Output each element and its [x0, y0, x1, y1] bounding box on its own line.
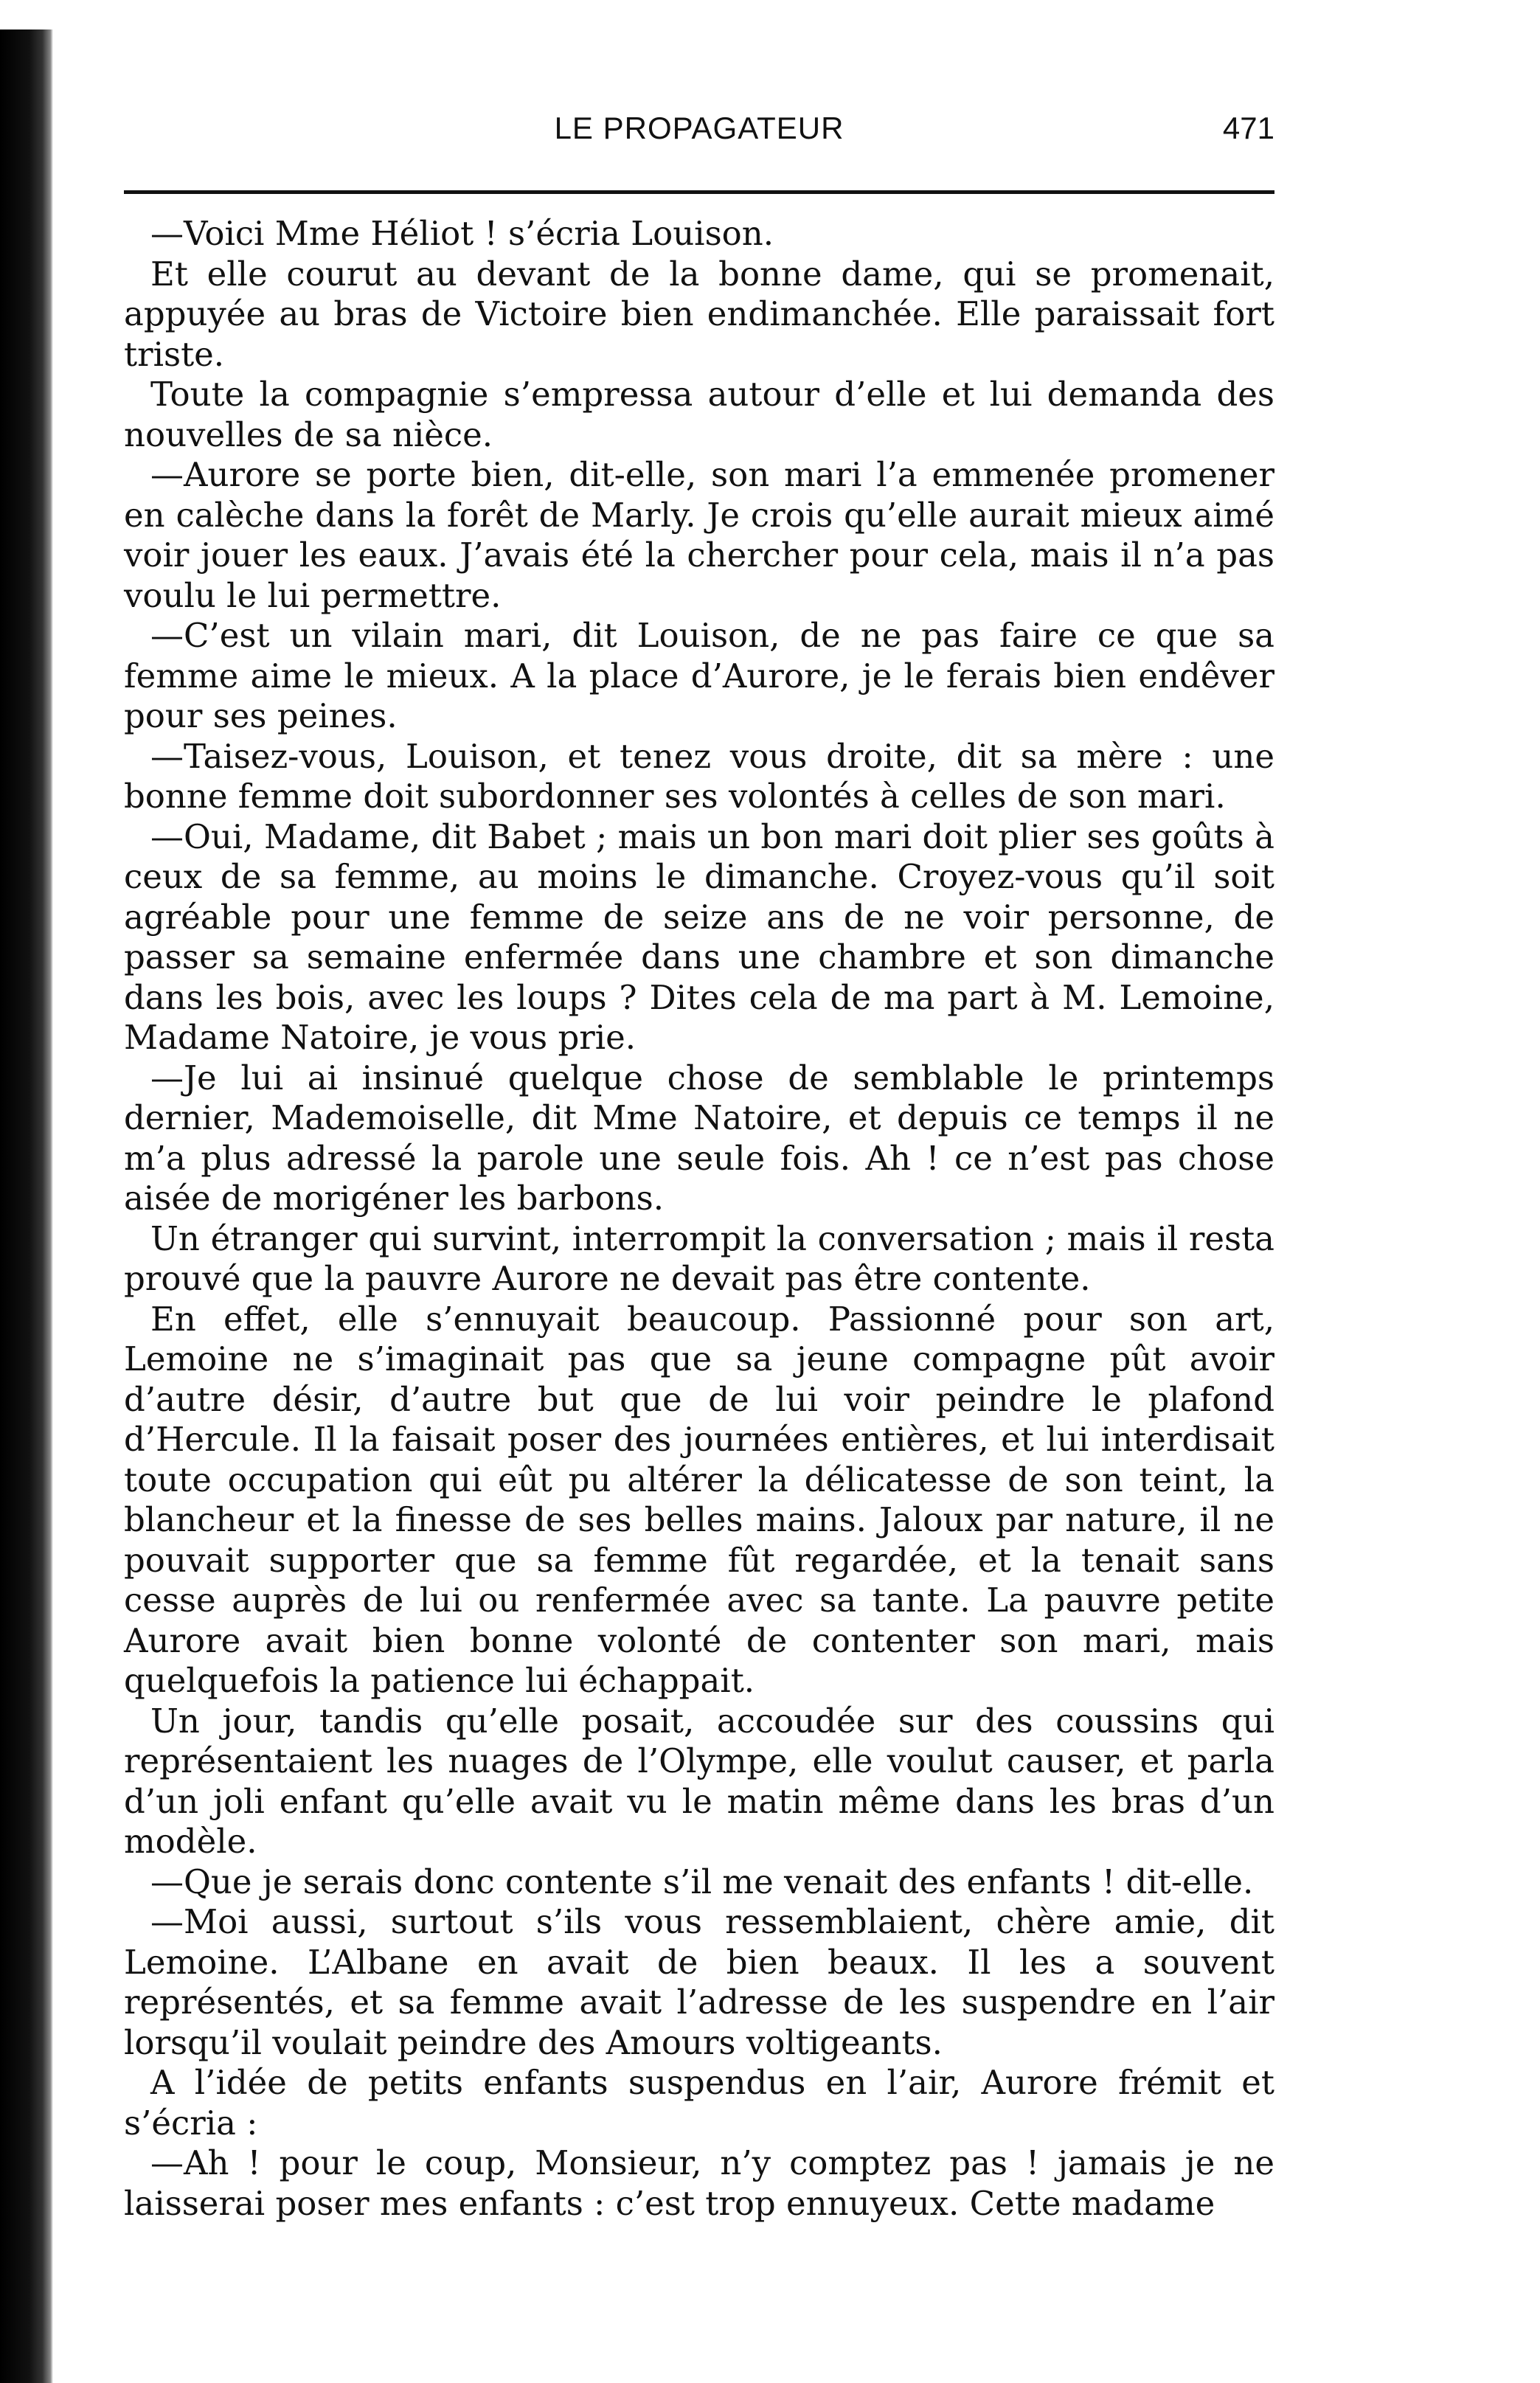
paragraph: Toute la compagnie s’empressa autour d’elle et lui demanda des nouvelles de sa nièce.: [124, 375, 1274, 454]
scan-binding-edge: [0, 0, 53, 2383]
scan-edge-gap: [0, 0, 53, 30]
paragraph: Un jour, tandis qu’elle posait, accoudée sur des coussins qui représentaient les nuages de l’Olympe, elle voulut causer, et parla d’un joli enfant qu’elle avait vu le matin même dans les bras d’un modèle.: [124, 1701, 1274, 1861]
paragraph: —Ah ! pour le coup, Monsieur, n’y comptez pas ! jamais je ne laisserai poser mes enfants : c’est trop ennuyeux. Cette madame: [124, 2143, 1274, 2223]
page-number: 471: [1222, 111, 1274, 145]
paragraph: —Aurore se porte bien, dit-elle, son mari l’a emmenée promener en calèche dans la forêt de Marly. Je crois qu’elle aurait mieux aimé voir jouer les eaux. J’avais été la chercher pour cela, mais il n’a pas voulu le lui permettre.: [124, 455, 1274, 615]
paragraph: —Que je serais donc contente s’il me venait des enfants ! dit-elle.: [150, 1862, 1254, 1901]
paragraph: —Moi aussi, surtout s’ils vous ressemblaient, chère amie, dit Lemoine. L’Albane en avait de bien beaux. Il les a souvent représentés, et sa femme avait l’adresse de les suspendre en l’air lorsqu’il voulait peindre des Amours voltigeants.: [124, 1902, 1274, 2062]
paragraph: —Je lui ai insinué quelque chose de semblable le printemps dernier, Mademoiselle, dit Mme Natoire, et depuis ce temps il ne m’a plus adressé la parole une seule fois. Ah ! ce n’est pas chose aisée de morigéner les barbons.: [124, 1058, 1274, 1218]
paragraph: En effet, elle s’ennuyait beaucoup. Passionné pour son art, Lemoine ne s’imaginait pas que sa jeune compagne pût avoir d’autre désir, d’autre but que de lui voir peindre le plafond d’Hercule. Il la faisait poser des journées entières, et lui interdisait toute occupation qui eût pu altérer la délicatesse de son teint, la blancheur et la finesse de ses belles mains. Jaloux par nature, il ne pouvait supporter que sa femme fût regardée, et la tenait sans cesse auprès de lui ou renfermée avec sa tante. La pauvre petite Aurore avait bien bonne volonté de contenter son mari, mais quelquefois la patience lui échappait.: [124, 1299, 1274, 1700]
paragraph: —Oui, Madame, dit Babet ; mais un bon mari doit plier ses goûts à ceux de sa femme, au moins le dimanche. Croyez-vous qu’il soit agréable pour une femme de seize ans de ne voir personne, de passer sa semaine enfermée dans une chambre et son dimanche dans les bois, avec les loups ? Dites cela de ma part à M. Lemoine, Madame Natoire, je vous prie.: [124, 816, 1274, 1057]
running-title: LE PROPAGATEUR: [554, 111, 844, 145]
header-rule: [124, 190, 1274, 194]
paragraph: —Voici Mme Héliot ! s’écria Louison.: [150, 214, 774, 253]
paragraph: Et elle courut au devant de la bonne dame, qui se promenait, appuyée au bras de Victoire bien endimanchée. Elle paraissait fort triste.: [124, 254, 1274, 374]
paragraph: A l’idée de petits enfants suspendus en l’air, Aurore frémit et s’écria :: [124, 2063, 1274, 2143]
page-body: [124, 214, 1274, 2224]
page-header: [124, 111, 1274, 155]
paragraph: Un étranger qui survint, interrompit la conversation ; mais il resta prouvé que la pauvre Aurore ne devait pas être contente.: [124, 1218, 1274, 1298]
paragraph: —C’est un vilain mari, dit Louison, de ne pas faire ce que sa femme aime le mieux. A la place d’Aurore, je le ferais bien endêver pour ses peines.: [124, 616, 1274, 735]
paragraph: —Taisez-vous, Louison, et tenez vous droite, dit sa mère : une bonne femme doit subordonner ses volontés à celles de son mari.: [124, 736, 1274, 816]
